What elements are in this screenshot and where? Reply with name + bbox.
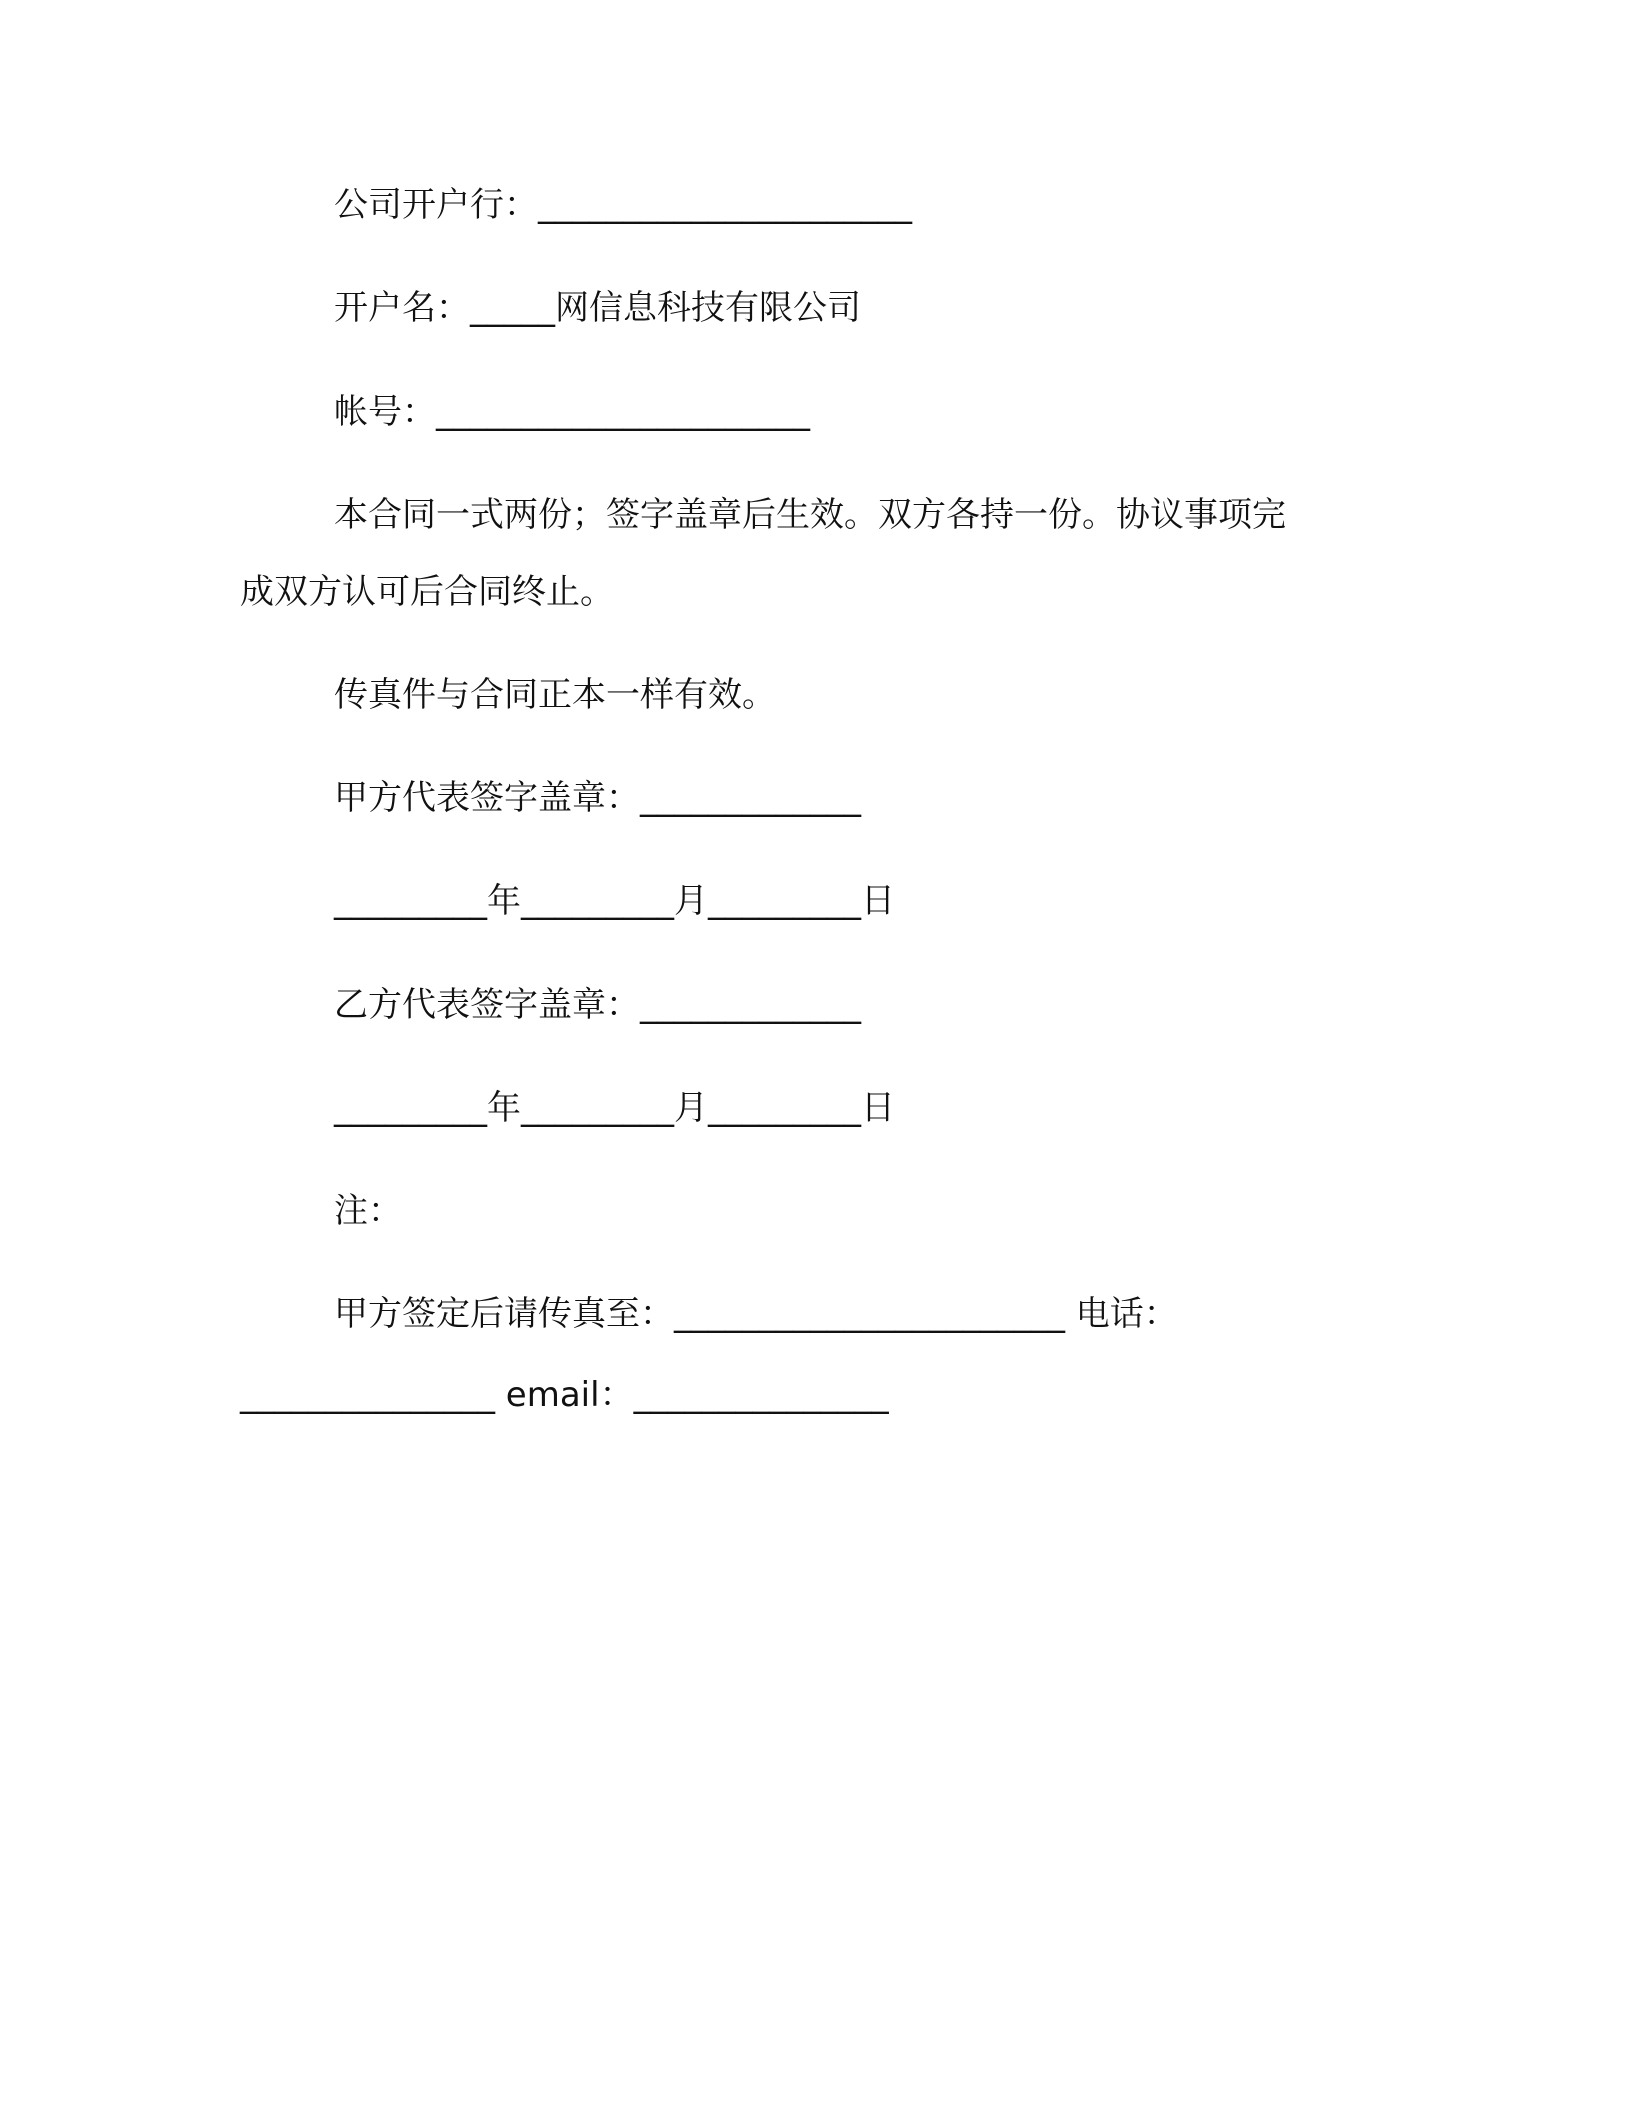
validity-line-2: 成双方认可后合同终止。 xyxy=(240,572,614,612)
fax-line-2: _______________ email：_______________ xyxy=(240,1375,889,1415)
validity-line-1: 本合同一式两份；签字盖章后生效。双方各持一份。协议事项完 xyxy=(334,495,1286,535)
party-b-date-line: _________年_________月_________日 xyxy=(334,1088,895,1128)
party-a-date-line: _________年_________月_________日 xyxy=(334,881,895,921)
account-name-line: 开户名：_____网信息科技有限公司 xyxy=(334,288,861,328)
bank-line: 公司开户行：______________________ xyxy=(334,185,912,225)
fax-validity-line: 传真件与合同正本一样有效。 xyxy=(334,675,776,715)
party-b-signature-line: 乙方代表签字盖章：_____________ xyxy=(334,985,861,1025)
party-a-signature-line: 甲方代表签字盖章：_____________ xyxy=(334,778,861,818)
note-label: 注： xyxy=(334,1191,402,1231)
fax-line-1: 甲方签定后请传真至：_______________________ 电话： xyxy=(334,1294,1178,1334)
account-number-line: 帐号：______________________ xyxy=(334,392,810,432)
